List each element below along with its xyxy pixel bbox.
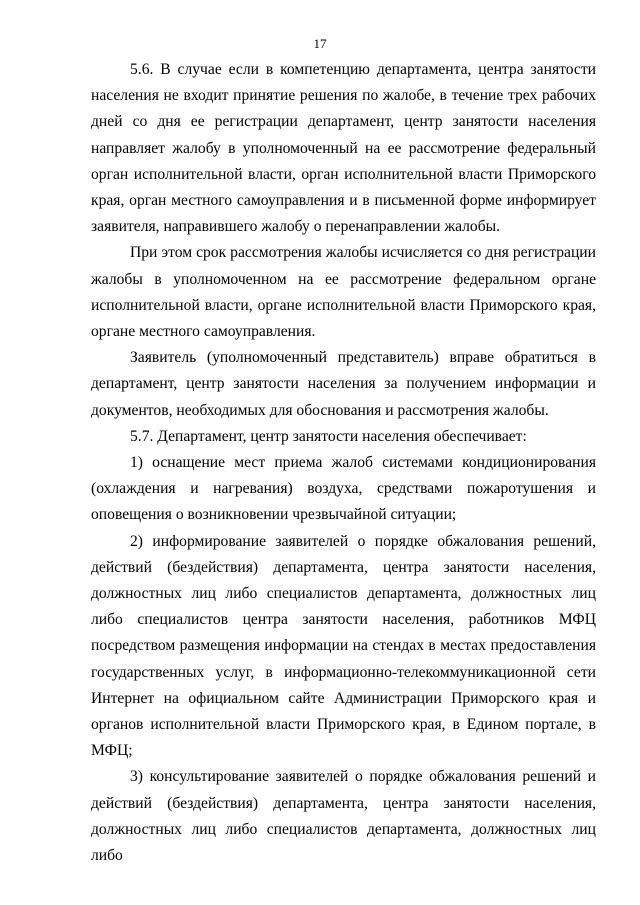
paragraph-5-6: 5.6. В случае если в компетенцию департамента, центра занятости населения не входит принятие решения по жалобе, в течение трех рабочих дней со дня ее регистрации департамент, центр занятости населения направляет жалобу в уполномоченный на ее рассмотрение федеральный орган исполнительной власти, орган исполнительной власти Приморского края, орган местного самоуправления и в письменной форме информирует заявителя, направившего жалобу о перенаправлении жалобы.	[91, 61, 596, 236]
list-item-2: 2) информирование заявителей о порядке обжалования решений, действий (бездействия) департамента, центра занятости населения, должностных лиц либо специалистов департамента, должностных лиц либо специалистов центра занятости населения, работников МФЦ посредством размещения информации на стендах в местах предоставления государственных услуг, в информационно-телекоммуникационной сети Интернет на официальном сайте Администрации Приморского края и органов исполнительной власти Приморского края, в Едином портале, в МФЦ;	[91, 532, 596, 760]
paragraph-5-7: 5.7. Департамент, центр занятости населения обеспечивает:	[130, 427, 527, 445]
document-body	[91, 57, 596, 869]
page-number: 17	[313, 36, 327, 51]
paragraph-review-period: При этом срок рассмотрения жалобы исчисляется со дня регистрации жалобы в уполномоченном на ее рассмотрение федеральном органе исполнительной власти, органе исполнительной власти Приморского края, органе местного самоуправления.	[91, 244, 596, 341]
list-item-3: 3) консультирование заявителей о порядке обжалования решений и действий (бездействия) департамента, центра занятости населения, должностных лиц либо специалистов департамента, должностных лиц либо	[91, 768, 596, 865]
paragraph-applicant-rights: Заявитель (уполномоченный представитель) вправе обратиться в департамент, центр занятости населения за получением информации и документов, необходимых для обоснования и рассмотрения жалобы.	[91, 349, 596, 419]
list-item-1: 1) оснащение мест приема жалоб системами кондиционирования (охлаждения и нагревания) воздуха, средствами пожаротушения и оповещения о возникновении чрезвычайной ситуации;	[91, 454, 596, 524]
